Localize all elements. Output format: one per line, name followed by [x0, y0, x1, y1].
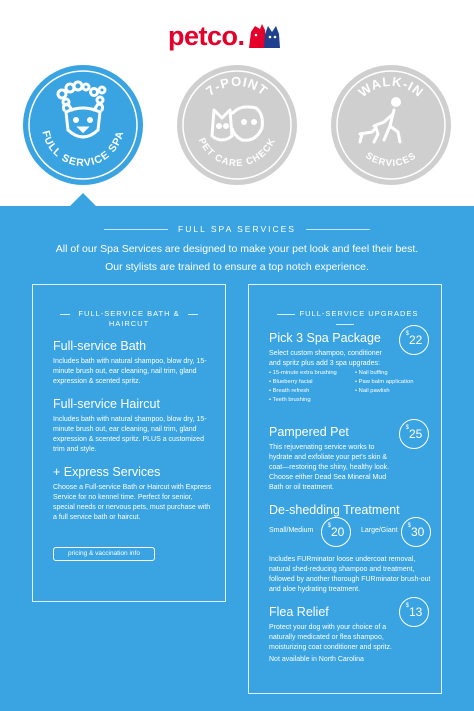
flea-price-badge: $13: [399, 597, 429, 627]
active-tab-pointer: [69, 193, 97, 207]
bath-haircut-heading: FULL-SERVICE BATH &: [45, 309, 213, 319]
deshed-title: De-shedding Treatment: [269, 503, 400, 517]
pick3-option: • Nail pawlish: [355, 387, 429, 396]
pricing-vaccination-button[interactable]: pricing & vaccination info: [53, 547, 155, 561]
badge-1-bottom-text: FULL SERVICE SPA: [39, 129, 127, 170]
upgrades-heading: FULL-SERVICE UPGRADES: [261, 309, 429, 329]
badge-2-bottom-text: PET CARE CHECK: [195, 136, 279, 170]
header-area: [0, 0, 474, 206]
express-title: + Express Services: [53, 465, 161, 479]
petco-logo[interactable]: [168, 18, 283, 54]
dog-cat-logo-icon: [247, 20, 283, 52]
haircut-description: Includes bath with natural shampoo, blow dry, 15-minute brush out, ear cleaning, nail trim, gland expression & scented spritz. PLUS a customized trim and style.: [53, 416, 207, 453]
deshed-small-label: Small/Medium: [269, 527, 314, 534]
pampered-title: Pampered Pet: [269, 425, 349, 439]
pick3-option: • Breath refresh: [269, 387, 355, 396]
pick3-option: • Paw balm application: [355, 378, 429, 387]
pick3-description: Select custom shampoo, conditioner and spritz plus add 3 spa upgrades:: [269, 350, 382, 367]
spa-services-panel: [0, 206, 474, 711]
upgrades-card: [248, 284, 442, 694]
bath-haircut-card: [32, 284, 226, 602]
badge-walk-in-services[interactable]: [330, 64, 452, 186]
pampered-description: This rejuvenating service works to hydrate and exfoliate your pet's skin & coat—restoring the shiny, healthy look. Choose either Dead Sea Mineral Mud Bath or oil treatment.: [269, 444, 390, 491]
deshed-small-price-badge: $20: [321, 517, 351, 547]
badge-2-top-text: 7-POINT: [203, 73, 271, 99]
badge-3-bottom-text: SERVICES: [363, 150, 419, 170]
deshed-large-price-badge: $30: [401, 517, 431, 547]
section-title: FULL SPA SERVICES: [0, 224, 474, 234]
bath-haircut-heading-line-2: HAIRCUT: [108, 319, 150, 328]
badge-3-top-text: WALK-IN: [355, 73, 427, 101]
deshed-description: Includes FURminator loose undercoat removal, natural shed-reducing shampoo and treatment, followed by another thorough FURminator brush-out and aloe hydrating treatment.: [269, 556, 431, 593]
logo-text: petco.: [168, 20, 245, 51]
pick3-option: • Blueberry facial: [269, 378, 355, 387]
pampered-price-badge: $25: [399, 419, 429, 449]
haircut-title: Full-service Haircut: [53, 397, 160, 411]
intro-line-1: All of our Spa Services are designed to make your pet look and feel their best.: [55, 243, 419, 255]
deshed-large-label: Large/Giant: [361, 527, 398, 534]
badge-pet-care-check[interactable]: [176, 64, 298, 186]
badge-full-service-spa[interactable]: [22, 64, 144, 186]
flea-title: Flea Relief: [269, 605, 329, 619]
flea-note: Not available in North Carolina: [269, 656, 364, 663]
bath-title: Full-service Bath: [53, 339, 147, 353]
pick3-option: • Nail buffing: [355, 369, 429, 378]
pick3-title: Pick 3 Spa Package: [269, 331, 381, 345]
bath-description: Includes bath with natural shampoo, blow dry, 15-minute brush out, ear cleaning, nail trim, gland expression & scented spritz.: [53, 358, 207, 385]
pick3-option: • 15-minute extra brushing: [269, 369, 355, 378]
pick3-price-badge: $22: [399, 325, 429, 355]
pick3-option: • Teeth brushing: [269, 396, 355, 405]
intro-text: [20, 240, 454, 276]
intro-line-2: Our stylists are trained to ensure a top notch experience.: [105, 261, 369, 273]
flea-description: Protect your dog with your choice of a naturally medicated or flea shampoo, moisturizing coat conditioner and spritz.: [269, 624, 392, 651]
pick3-options-list: [269, 369, 429, 405]
express-description: Choose a Full-service Bath or Haircut with Express Service for no kennel time. Perfect for senior, special needs or nervous pets, must purchase with a full service bath or haircut.: [53, 484, 211, 521]
